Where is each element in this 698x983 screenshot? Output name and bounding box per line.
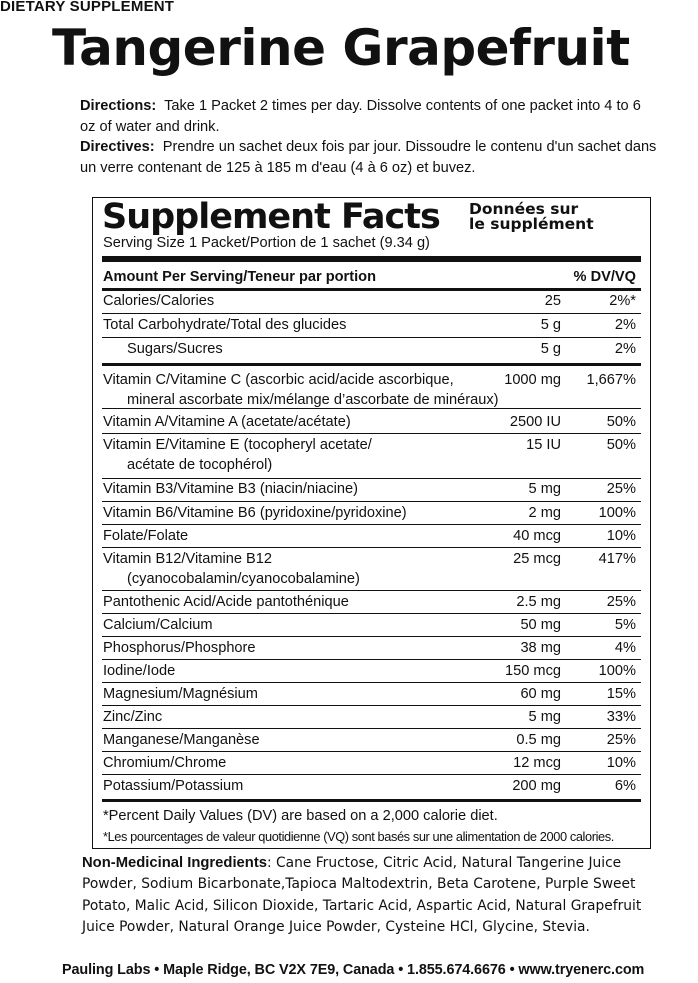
nutrient-name: Total Carbohydrate/Total des glucides <box>103 317 347 333</box>
nutrient-dv: 25% <box>606 594 636 610</box>
nutrient-amount: 0.5 mg <box>516 732 561 748</box>
footnote-fr: *Les pourcentages de valeur quotidienne (VQ) sont basés sur une alimentation de 2000 calories. <box>103 829 614 844</box>
directions-en-label: Directions: <box>80 98 157 114</box>
ingredients-section <box>82 853 657 938</box>
nutrient-dv: 15% <box>606 686 636 702</box>
nutrient-dv: 33% <box>606 709 636 725</box>
footnote-en: *Percent Daily Values (DV) are based on a 2,000 calorie diet. <box>103 808 498 824</box>
nutrient-amount: 60 mg <box>520 686 561 702</box>
nutrient-amount: 38 mg <box>520 640 561 656</box>
directions-en-text: Take 1 Packet 2 times per day. Dissolve contents of one packet into 4 to 6 oz of water and drink. <box>80 98 641 135</box>
divider-thin <box>102 501 641 502</box>
nutrient-name: Vitamin B6/Vitamine B6 (pyridoxine/pyridoxine) <box>103 505 407 521</box>
supplement-facts-panel <box>92 197 651 849</box>
dietary-supplement-label: DIETARY SUPPLEMENT <box>0 0 175 15</box>
divider-thin <box>102 433 641 434</box>
nutrient-dv: 1,667% <box>586 372 636 388</box>
nutrient-name: Vitamin C/Vitamine C (ascorbic acid/acide ascorbique, <box>103 372 454 388</box>
nutrient-name: Potassium/Potassium <box>103 778 244 794</box>
nutrient-name: Vitamin E/Vitamine E (tocopheryl acetate/ <box>103 437 372 453</box>
divider-thin <box>102 337 641 338</box>
nutrient-dv: 100% <box>598 663 636 679</box>
nutrient-name: Magnesium/Magnésium <box>103 686 258 702</box>
nutrient-name: Calcium/Calcium <box>103 617 213 633</box>
directions-fr <box>80 137 660 178</box>
divider-medium <box>102 363 641 366</box>
nutrient-name: Phosphorus/Phosphore <box>103 640 256 656</box>
nutrient-amount: 5 mg <box>528 481 561 497</box>
nutrient-dv: 417% <box>598 551 636 567</box>
nutrient-name: Folate/Folate <box>103 528 189 544</box>
ingredients-label: Non-Medicinal Ingredients <box>82 855 267 871</box>
divider-thin <box>102 682 641 683</box>
divider-thin <box>102 613 641 614</box>
directions-en <box>80 96 660 137</box>
nutrient-dv: 5% <box>614 617 636 633</box>
divider-thin <box>102 524 641 525</box>
directions-fr-label: Directives: <box>80 139 155 155</box>
header-amount: Amount Per Serving/Teneur par portion <box>103 269 376 285</box>
ingredients-text: : Cane Fructose, Citric Acid, Natural Tangerine Juice Powder, Sodium Bicarbonate,Tapioca Maltodextrin, Beta Carotene, Purple Sweet Potato, Malic Acid, Silicon Dioxide, Tartaric Acid, Aspartic Acid, Natural Grapefruit Juice Powder, Natural Orange Juice Powder, Cysteine HCl, Glycine, Stevia. <box>82 855 642 935</box>
nutrient-amount: 200 mg <box>512 778 561 794</box>
divider-thin <box>102 659 641 660</box>
facts-title: Supplement Facts <box>102 197 440 237</box>
nutrient-dv: 10% <box>606 528 636 544</box>
directions-section <box>80 96 660 178</box>
divider-thin <box>102 313 641 314</box>
nutrient-amount: 150 mcg <box>505 663 561 679</box>
nutrient-dv: 4% <box>614 640 636 656</box>
nutrient-amount: 15 IU <box>526 437 561 453</box>
directions-fr-text: Prendre un sachet deux fois par jour. Dissoudre le contenu d'un sachet dans un verre contenant de 125 à 185 m d'eau (4 à 6 oz) et buvez. <box>80 139 657 176</box>
facts-title-fr <box>469 202 594 232</box>
divider-thin <box>102 547 641 548</box>
nutrient-dv: 2% <box>614 317 636 333</box>
nutrient-amount: 12 mcg <box>513 755 561 771</box>
nutrient-dv: 100% <box>598 505 636 521</box>
divider-thick <box>102 256 641 262</box>
nutrient-dv: 2%* <box>609 293 636 309</box>
nutrient-dv: 25% <box>606 732 636 748</box>
nutrient-name: Manganese/Manganèse <box>103 732 260 748</box>
nutrient-name-continued: acétate de tocophérol) <box>127 457 273 473</box>
nutrient-amount: 25 mcg <box>513 551 561 567</box>
nutrient-amount: 1000 mg <box>504 372 561 388</box>
nutrient-amount: 2 mg <box>528 505 561 521</box>
nutrient-dv: 50% <box>606 437 636 453</box>
serving-size: Serving Size 1 Packet/Portion de 1 sachet (9.34 g) <box>103 235 430 251</box>
divider-thin <box>102 751 641 752</box>
nutrient-name-continued: mineral ascorbate mix/mélange d’ascorbate de minéraux) <box>127 392 499 408</box>
nutrient-name: Zinc/Zinc <box>103 709 163 725</box>
nutrient-dv: 10% <box>606 755 636 771</box>
nutrient-amount: 25 <box>544 293 561 309</box>
nutrient-name-continued: (cyanocobalamin/cyanocobalamine) <box>127 571 360 587</box>
header-dv: % DV/VQ <box>573 269 636 285</box>
company-footer: Pauling Labs • Maple Ridge, BC V2X 7E9, Canada • 1.855.674.6676 • www.tryenerc.com <box>62 962 645 978</box>
nutrient-amount: 40 mcg <box>513 528 561 544</box>
nutrient-dv: 25% <box>606 481 636 497</box>
nutrient-amount: 5 mg <box>528 709 561 725</box>
nutrient-name: Vitamin B12/Vitamine B12 <box>103 551 273 567</box>
nutrient-name: Iodine/Iode <box>103 663 176 679</box>
nutrient-amount: 2.5 mg <box>516 594 561 610</box>
facts-title-fr-line2: le supplément <box>469 215 594 233</box>
divider-thin <box>102 590 641 591</box>
nutrient-name: Vitamin B3/Vitamine B3 (niacin/niacine) <box>103 481 358 497</box>
nutrient-amount: 5 g <box>540 341 561 357</box>
nutrient-name: Vitamin A/Vitamine A (acetate/acétate) <box>103 414 351 430</box>
product-title: Tangerine Grapefruit <box>52 19 630 77</box>
divider-medium <box>102 799 641 802</box>
nutrient-amount: 2500 IU <box>509 414 561 430</box>
divider-thin <box>102 636 641 637</box>
facts-title-fr-line1: Données sur <box>469 200 579 218</box>
divider-thin <box>102 774 641 775</box>
nutrient-name: Chromium/Chrome <box>103 755 227 771</box>
divider-thin <box>102 705 641 706</box>
nutrient-name: Sugars/Sucres <box>127 341 223 357</box>
nutrient-dv: 2% <box>614 341 636 357</box>
nutrient-dv: 6% <box>614 778 636 794</box>
nutrient-amount: 50 mg <box>520 617 561 633</box>
divider-thin <box>102 728 641 729</box>
nutrient-dv: 50% <box>606 414 636 430</box>
nutrient-amount: 5 g <box>540 317 561 333</box>
nutrient-name: Calories/Calories <box>103 293 215 309</box>
nutrient-name: Pantothenic Acid/Acide pantothénique <box>103 594 349 610</box>
